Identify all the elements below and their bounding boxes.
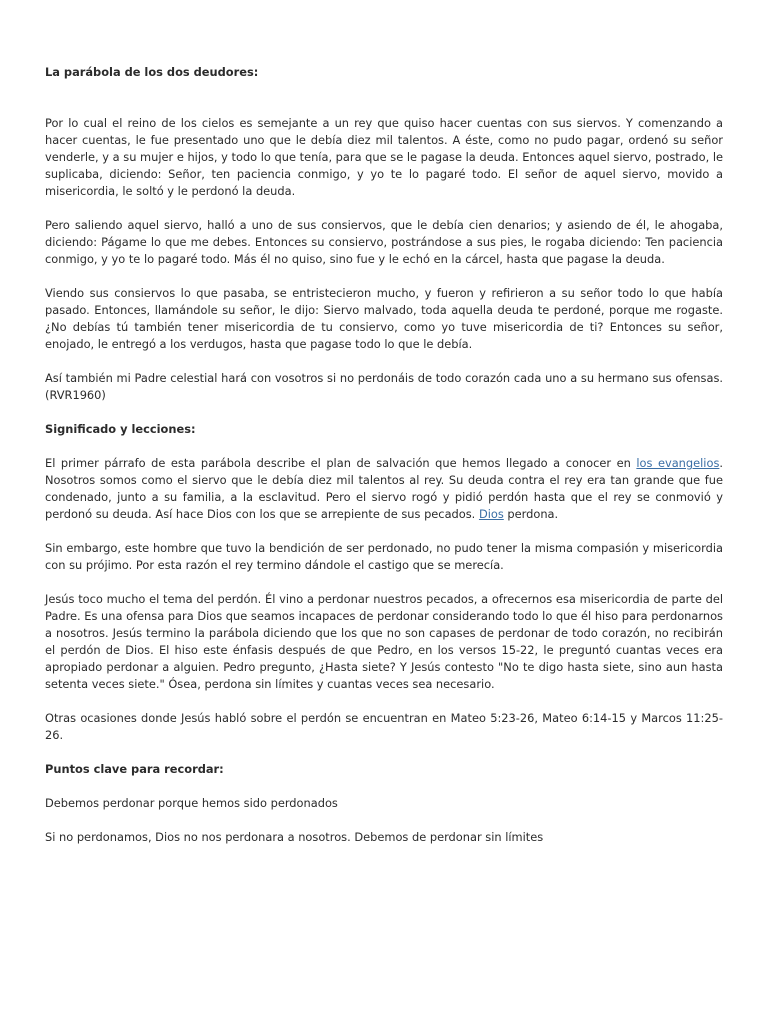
paragraph-3: Viendo sus consiervos lo que pasaba, se entristecieron mucho, y fueron y refirieron a su señor todo lo que había pasado. Entonces, llamándole su señor, le dijo: Siervo malvado, toda aquella deuda te perdoné, porque me rogaste. ¿No debías tú también tener misericordia de tu consiervo, como yo tuve misericordia de ti? Entonces su señor, enojado, le entregó a los verdugos, hasta que pagase todo lo que le debía. (45, 286, 723, 351)
link-los-evangelios[interactable]: los evangelios (636, 456, 720, 470)
paragraph-5 (45, 455, 723, 523)
paragraph-10: Si no perdonamos, Dios no nos perdonara a nosotros. Debemos de perdonar sin límites (45, 830, 544, 844)
paragraph-9: Debemos perdonar porque hemos sido perdonados (45, 796, 338, 810)
paragraph-2: Pero saliendo aquel siervo, halló a uno de sus consiervos, que le debía cien denarios; y asiendo de él, le ahogaba, diciendo: Págame lo que me debes. Entonces su consiervo, postrándose a sus pies, le rogaba diciendo: Ten paciencia conmigo, y yo te lo pagaré todo. Más él no quiso, sino fue y le echó en la cárcel, hasta que pagase la deuda. (45, 218, 723, 266)
paragraph-6: Sin embargo, este hombre que tuvo la bendición de ser perdonado, no pudo tener la misma compasión y misericordia con su prójimo. Por esta razón el rey termino dándole el castigo que se merecía. (45, 541, 723, 572)
paragraph-7: Jesús toco mucho el tema del perdón. Él vino a perdonar nuestros pecados, a ofrecernos esa misericordia de parte del Padre. Es una ofensa para Dios que seamos incapaces de perdonar considerando todo lo que él hiso para perdonarnos a nosotros. Jesús termino la parábola diciendo que los que no son capases de perdonar de todo corazón, no recibirán el perdón de Dios. El hiso este énfasis después de que Pedro, en los versos 15-22, le preguntó cuantas veces era apropiado perdonar a alguien. Pedro pregunto, ¿Hasta siete? Y Jesús contesto "No te digo hasta siete, sino aun hasta setenta veces siete." Ósea, perdona sin límites y cuantas veces sea necesario. (45, 592, 723, 691)
paragraph-1: Por lo cual el reino de los cielos es semejante a un rey que quiso hacer cuentas con sus siervos. Y comenzando a hacer cuentas, le fue presentado uno que le debía diez mil talentos. A éste, como no pudo pagar, ordenó su señor venderle, y a su mujer e hijos, y todo lo que tenía, para que se le pagase la deuda. Entonces aquel siervo, postrado, le suplicaba, diciendo: Señor, ten paciencia conmigo, y yo te lo pagaré todo. El señor de aquel siervo, movido a misericordia, le soltó y le perdonó la deuda. (45, 116, 724, 198)
heading-puntos-clave: Puntos clave para recordar: (45, 762, 224, 776)
paragraph-5-text-a: El primer párrafo de esta parábola describe el plan de salvación que hemos llegado a conocer en (45, 456, 637, 470)
paragraph-4: Así también mi Padre celestial hará con vosotros si no perdonáis de todo corazón cada uno a su hermano sus ofensas. (RVR1960) (45, 371, 723, 402)
heading-significado: Significado y lecciones: (45, 422, 196, 436)
paragraph-5-text-b: . Nosotros somos como el siervo que le debía diez mil talentos al rey. Su deuda contra el rey era tan grande que fue condenado, junto a su familia, a la esclavitud. Pero el siervo rogó y pidió perdón hasta que el rey se conmovió y perdonó su deuda. Así hace Dios con los que se arrepiente de sus pecados. (45, 456, 724, 521)
paragraph-8: Otras ocasiones donde Jesús habló sobre el perdón se encuentran en Mateo 5:23-26, Mateo 6:14-15 y Marcos 11:25-26. (45, 711, 723, 742)
paragraph-5-text-c: perdona. (503, 507, 559, 521)
section-title: La parábola de los dos deudores: (45, 65, 259, 79)
link-dios[interactable]: Dios (478, 507, 504, 521)
